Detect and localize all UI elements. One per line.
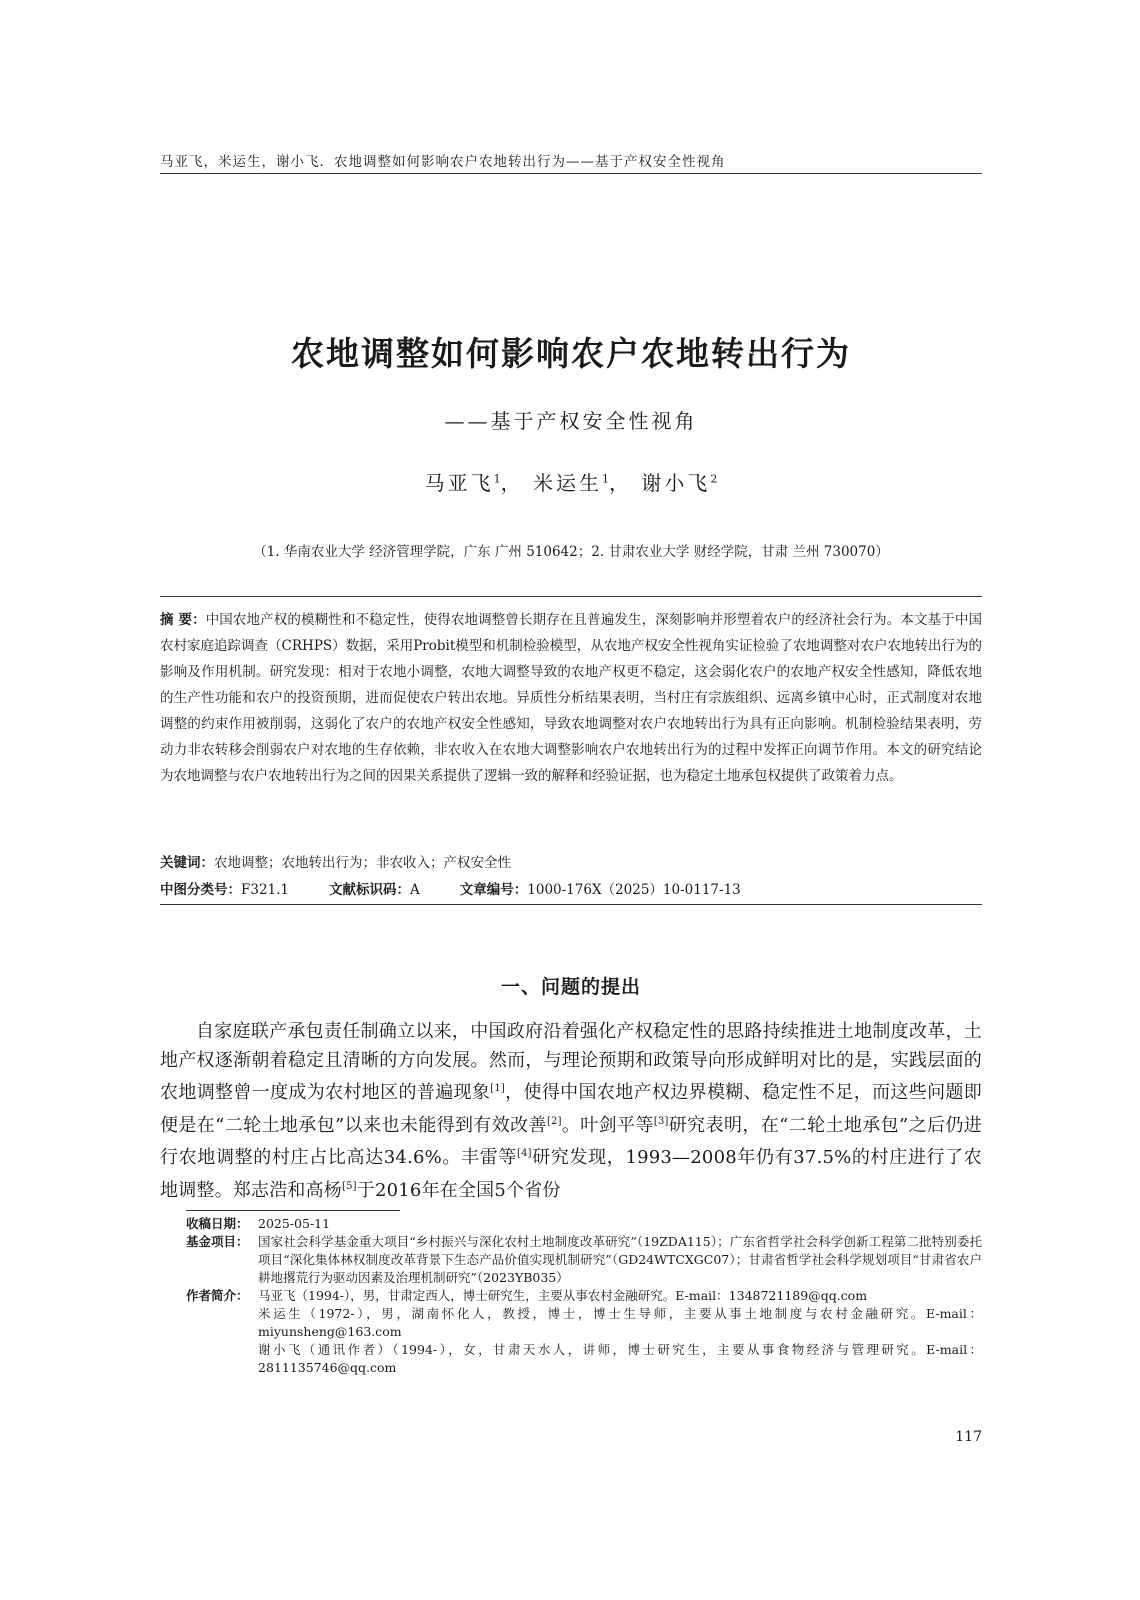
fund-label: 基金项目：: [186, 1234, 249, 1249]
article-number-label: 文章编号：: [459, 882, 528, 898]
citation-ref: [4]: [517, 1148, 532, 1159]
author-name: 米运生: [533, 471, 602, 495]
article-number-value: 1000-176X（2025）10-0117-13: [527, 882, 741, 898]
author-separator: ，: [609, 471, 632, 495]
author-list: [160, 467, 982, 496]
author-bio: 米运生（1972-），男，湖南怀化人，教授，博士，博士生导师，主要从事土地制度与农村金融研究。E-mail：miyunsheng@163.com: [258, 1306, 982, 1339]
body-text-segment: 研究表明，在“二轮土地承包”之后仍进行农地调整的村庄占比高达34.6%。丰雷等: [160, 1114, 982, 1168]
author-bio: 马亚飞（1994-），男，甘肃定西人，博士研究生，主要从事农村金融研究。E-mail：1348721189@qq.com: [258, 1288, 868, 1303]
author-affiliation-mark: 1: [602, 472, 609, 486]
author-affiliation-mark: 1: [493, 472, 501, 486]
doc-code-label: 文献标识码：: [329, 882, 411, 898]
author-name: 马亚飞: [424, 471, 494, 495]
fund-row: [186, 1233, 982, 1287]
citation-ref: [5]: [342, 1180, 357, 1192]
citation-ref: [2]: [546, 1115, 562, 1127]
body-text-segment: 于2016年在全国5个省份: [356, 1179, 561, 1201]
received-date-value: 2025-05-11: [258, 1216, 331, 1231]
keywords-line: [160, 851, 982, 871]
abstract-top-rule: [160, 596, 982, 597]
keywords-text: 农地调整；农地转出行为；非农收入；产权安全性: [214, 855, 511, 871]
author-affiliation-mark: 2: [710, 472, 718, 486]
abstract-label: 摘 要：: [160, 612, 206, 628]
clc-label: 中图分类号：: [160, 882, 241, 898]
page-number: 117: [955, 1429, 982, 1445]
classification-line: [160, 878, 982, 898]
citation-ref: [3]: [653, 1115, 669, 1127]
doc-code-value: A: [410, 882, 420, 898]
running-head: 马亚飞，米运生，谢小飞．农地调整如何影响农户农地转出行为——基于产权安全性视角: [160, 154, 726, 170]
footnotes: [186, 1215, 982, 1377]
body-paragraph: [160, 1018, 982, 1205]
article-title: 农地调整如何影响农户农地转出行为: [291, 334, 851, 373]
article-subtitle: ——基于产权安全性视角: [444, 409, 698, 433]
author-bio-row: [186, 1287, 982, 1377]
footnote-rule: [186, 1210, 400, 1211]
clc-value: F321.1: [241, 882, 290, 898]
received-date-label: 收稿日期：: [186, 1216, 249, 1231]
received-date-row: [186, 1215, 982, 1233]
abstract-text: 中国农地产权的模糊性和不稳定性，使得农地调整曾长期存在且普遍发生，深刻影响并形塑着农户的经济社会行为。本文基于中国农村家庭追踪调查（CRHPS）数据，采用Probit模型和机制检验模型，从农地产权安全性视角实证检验了农地调整对农户农地转出行为的影响及作用机制。研究发现：相对于农地小调整，农地大调整导致的农地产权更不稳定，这会弱化农户的农地产权安全性感知，降低农地的生产性功能和农户的投资预期，进而促使农户转出农地。异质性分析结果表明，当村庄有宗族组织、远离乡镇中心时，正式制度对农地调整的约束作用被削弱，这弱化了农户的农地产权安全性感知，导致农地调整对农户农地转出行为具有正向影响。机制检验结果表明，劳动力非农转移会削弱农户对农地的生存依赖，非农收入在农地大调整影响农户农地转出行为的过程中发挥正向调节作用。本文的研究结论为农地调整与农户农地转出行为之间的因果关系提供了逻辑一致的解释和经验证据，也为稳定土地承包权提供了政策着力点。: [160, 612, 982, 784]
author-bio-label: 作者简介：: [186, 1288, 249, 1303]
body-text-segment: 。叶剑平等: [561, 1114, 654, 1136]
body-text-segment: 研究发现，1993—2008年仍有37.5%的村庄进行了农地调整。郑志浩和高杨: [160, 1147, 982, 1201]
affiliation: （1. 华南农业大学 经济管理学院，广东 广州 510642；2. 甘肃农业大学 财经学院，甘肃 兰州 730070）: [253, 544, 889, 560]
citation-ref: [1]: [490, 1083, 505, 1094]
section-heading: 一、问题的提出: [500, 976, 641, 998]
author-separator: ，: [500, 471, 524, 495]
body-text-segment: ，使得中国农地产权边界模糊、稳定性不足，而这些问题即便是在“二轮土地承包”以来也未能得到有效改善: [160, 1082, 982, 1136]
fund-value: 国家社会科学基金重大项目“乡村振兴与深化农村土地制度改革研究”（19ZDA115）；广东省哲学社会科学创新工程第二批特别委托项目“深化集体林权制度改革背景下生态产品价值实现机制研究”（GD24WTCXGC07）；甘肃省哲学社会科学规划项目“甘肃省农户耕地撂荒行为驱动因素及治理机制研究”（2023YB035）: [258, 1234, 982, 1285]
author-name: 谢小飞: [641, 471, 711, 495]
keywords-label: 关键词：: [160, 855, 214, 871]
header-rule: [160, 173, 982, 174]
abstract: [160, 607, 982, 789]
author-bio-list: [258, 1287, 982, 1377]
body-text-segment: 自家庭联产承包责任制确立以来，中国政府沿着强化产权稳定性的思路持续推进土地制度改革，土地产权逐渐朝着稳定且清晰的方向发展。然而，与理论预期和政策导向形成鲜明对比的是，实践层面的农地调整曾一度成为农村地区的普遍现象: [160, 1021, 982, 1103]
author-bio: 谢小飞（通讯作者）（1994-），女，甘肃天水人，讲师，博士研究生，主要从事食物经济与管理研究。E-mail：2811135746@qq.com: [258, 1342, 982, 1375]
abstract-bottom-rule: [160, 904, 982, 905]
